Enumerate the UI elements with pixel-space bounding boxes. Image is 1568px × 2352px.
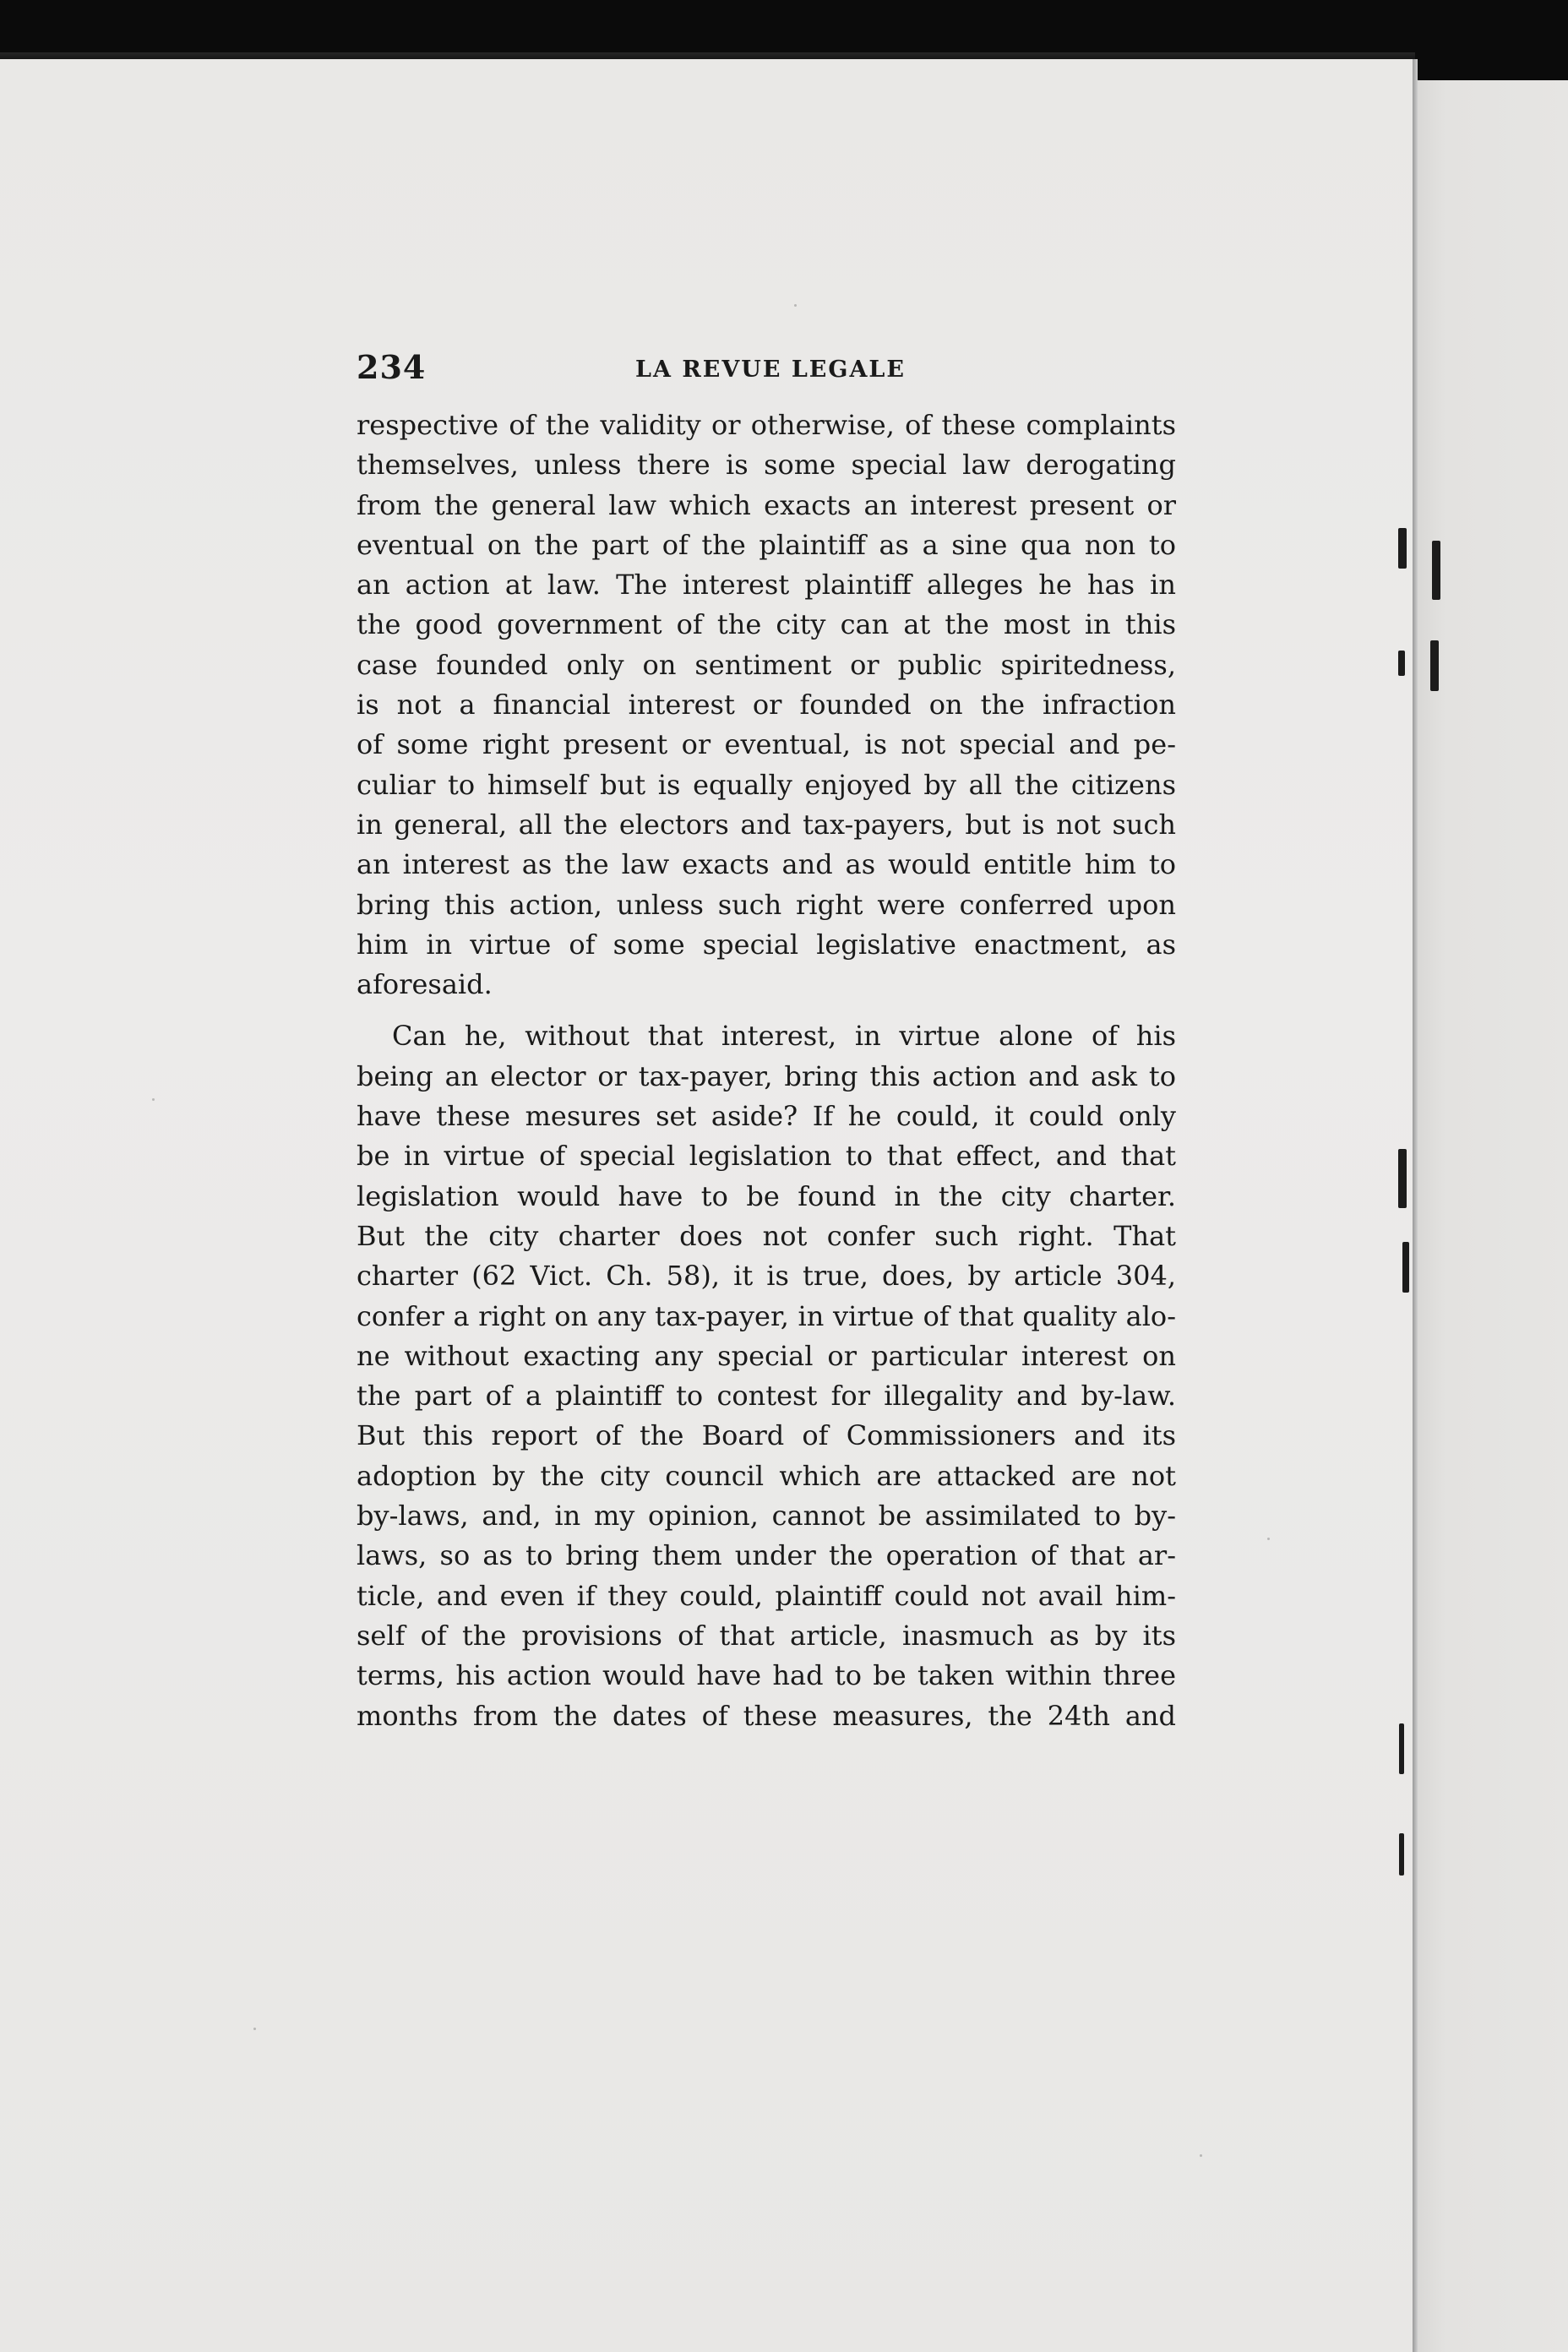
page-number: 234 [357, 348, 427, 386]
text-line: culiar to himself but is equally enjoyed by all the citizens [357, 768, 1176, 801]
text-line: respective of the validity or otherwise, of these complaints [357, 409, 1176, 441]
text-line: have these mesures set aside? If he could, it could only [357, 1100, 1176, 1133]
sheet-edge-line [1413, 59, 1418, 2352]
text-line: being an elector or tax-payer, bring this action and ask to [357, 1059, 1176, 1092]
text-line: But this report of the Board of Commissioners and its [357, 1419, 1176, 1452]
text-line: of some right present or eventual, is not special and pe- [357, 728, 1176, 761]
text-line: confer a right on any tax-payer, in virtue of that quality alo- [357, 1299, 1176, 1332]
text-line: legislation would have to be found in the city charter. [357, 1179, 1176, 1212]
paper-speck [152, 1098, 155, 1101]
text-line: be in virtue of special legislation to that effect, and that [357, 1140, 1176, 1173]
text-line: self of the provisions of that article, inasmuch as by its [357, 1619, 1176, 1652]
page-text [357, 348, 1176, 1736]
paper-speck [1200, 2154, 1202, 2157]
text-line: an action at law. The interest plaintiff alleges he has in [357, 569, 1176, 602]
binding-mark [1398, 1149, 1407, 1208]
text-line: eventual on the part of the plaintiff as a sine qua non to [357, 528, 1176, 561]
binding-mark [1399, 1723, 1404, 1774]
binding-mark [1398, 651, 1405, 676]
binding-mark [1430, 640, 1439, 691]
running-head [357, 348, 1176, 399]
text-line: him in virtue of some special legislative enactment, as [357, 928, 1176, 961]
text-line: But the city charter does not confer such right. That [357, 1219, 1176, 1252]
text-line: ticle, and even if they could, plaintiff could not avail him- [357, 1579, 1176, 1612]
underlying-page-edge [1415, 80, 1568, 2352]
text-line: in general, all the electors and tax-payers, but is not such [357, 808, 1176, 841]
binding-mark [1398, 528, 1407, 569]
text-line: is not a financial interest or founded on the infraction [357, 689, 1176, 721]
text-line: the part of a plaintiff to contest for illegality and by-law. [357, 1380, 1176, 1413]
binding-mark [1432, 541, 1440, 600]
text-line: from the general law which exacts an interest present or [357, 488, 1176, 521]
text-line: charter (62 Vict. Ch. 58), it is true, does, by article 304, [357, 1260, 1176, 1293]
journal-title: LA REVUE LEGALE [635, 357, 906, 383]
text-line: terms, his action would have had to be taken within three [357, 1659, 1176, 1692]
text-line: an interest as the law exacts and as would entitle him to [357, 848, 1176, 881]
paper-speck [794, 304, 797, 307]
text-line: by-laws, and, in my opinion, cannot be assimilated to by- [357, 1500, 1176, 1533]
text-line: aforesaid. [357, 968, 493, 1001]
text-line: the good government of the city can at the most in this [357, 608, 1176, 641]
paragraph-2 [357, 1016, 1176, 1735]
binding-mark [1402, 1242, 1409, 1293]
paper-speck [1267, 1538, 1270, 1540]
text-line: Can he, without that interest, in virtue alone of his [392, 1020, 1176, 1053]
text-line: months from the dates of these measures, the 24th and [357, 1699, 1176, 1732]
text-line: bring this action, unless such right were conferred upon [357, 888, 1176, 921]
paper-speck [253, 2028, 256, 2030]
text-line: adoption by the city council which are attacked are not [357, 1459, 1176, 1492]
text-line: case founded only on sentiment or public spiritedness, [357, 648, 1176, 681]
text-line: themselves, unless there is some special law derogating [357, 449, 1176, 482]
binding-mark [1399, 1833, 1404, 1876]
paragraph-1 [357, 406, 1176, 1004]
text-line: laws, so as to bring them under the operation of that ar- [357, 1539, 1176, 1572]
text-line: ne without exacting any special or particular interest on [357, 1339, 1176, 1372]
